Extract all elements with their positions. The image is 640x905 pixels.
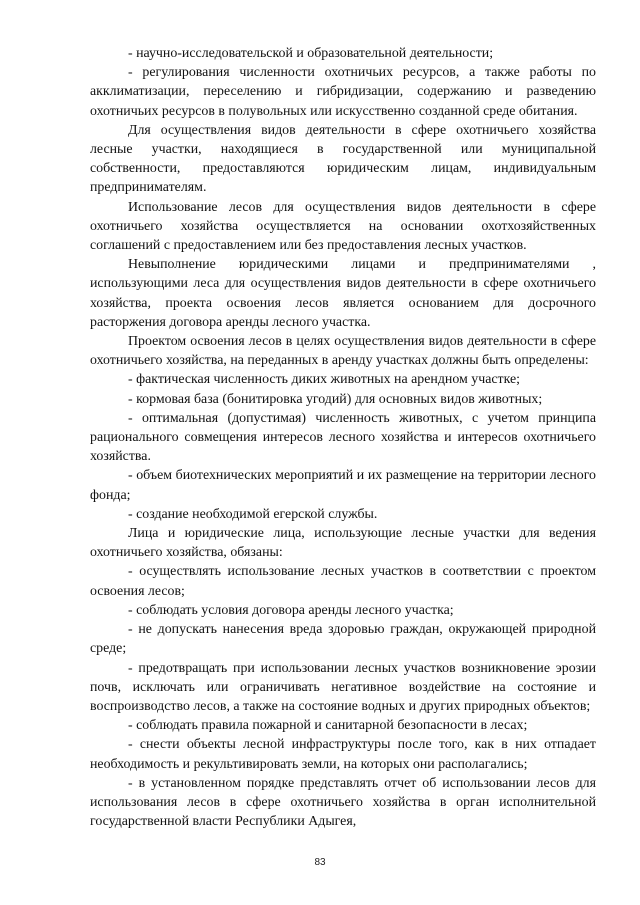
paragraph: - снести объекты лесной инфраструктуры после того, как в них отпадает необходимость и рекультивировать земли, на которых они располагались;: [90, 737, 596, 772]
paragraph: - не допускать нанесения вреда здоровью граждан, окружающей природной среде;: [90, 622, 596, 657]
paragraph: - соблюдать условия договора аренды лесного участка;: [128, 602, 454, 618]
paragraph: Для осуществления видов деятельности в сфере охотничьего хозяйства лесные участки, находящиеся в государственной или муниципальной собственности, предоставляются юридическим лицам, индивидуальным предпринимателям.: [90, 122, 596, 196]
paragraph: - фактическая численность диких животных на арендном участке;: [128, 372, 521, 388]
paragraph: - в установленном порядке представлять отчет об использовании лесов для использования лесов в сфере охотничьего хозяйства в орган исполнительной государственной власти Республики Адыгея,: [90, 775, 596, 830]
paragraph: - объем биотехнических мероприятий и их размещение на территории лесного фонда;: [90, 468, 596, 503]
paragraph: - осуществлять использование лесных участков в соответствии с проектом освоения лесов;: [90, 564, 596, 599]
text-body: [90, 44, 596, 831]
paragraph: Проектом освоения лесов в целях осуществления видов деятельности в сфере охотничьего хозяйства, на переданных в аренду участках должны быть определены:: [90, 334, 596, 369]
paragraph: - предотвращать при использовании лесных участков возникновение эрозии почв, исключать или ограничивать негативное воздействие на состояние и воспроизводство лесов, а также на состояние водных и других природных объектов;: [90, 660, 596, 714]
paragraph: Использование лесов для осуществления видов деятельности в сфере охотничьего хозяйства осуществляется на основании охотхозяйственных соглашений с предоставлением или без предоставления лесных участков.: [90, 199, 596, 254]
paragraph: Лица и юридические лица, использующие лесные участки для ведения охотничьего хозяйства, обязаны:: [90, 526, 596, 561]
paragraph: - регулирования численности охотничьих ресурсов, а также работы по акклиматизации, переселению и гибридизации, содержанию и разведению охотничьих ресурсов в полувольных или искусственно созданной среде обитания.: [90, 65, 596, 119]
paragraph: - создание необходимой егерской службы.: [128, 506, 378, 522]
paragraph: - оптимальная (допустимая) численность животных, с учетом принципа рационального совмещения интересов лесного хозяйства и интересов охотничьего хозяйства.: [90, 410, 596, 465]
paragraph: - соблюдать правила пожарной и санитарной безопасности в лесах;: [128, 718, 528, 734]
page-number: 83: [314, 857, 326, 868]
paragraph: Невыполнение юридическими лицами и предпринимателями , использующими леса для осуществления видов деятельности в сфере охотничьего хозяйства, проекта освоения лесов является основанием для досрочного расторжения договора аренды лесного участка.: [90, 257, 596, 330]
paragraph: - кормовая база (бонитировка угодий) для основных видов животных;: [128, 391, 543, 407]
paragraph: - научно-исследовательской и образовательной деятельности;: [128, 46, 494, 61]
